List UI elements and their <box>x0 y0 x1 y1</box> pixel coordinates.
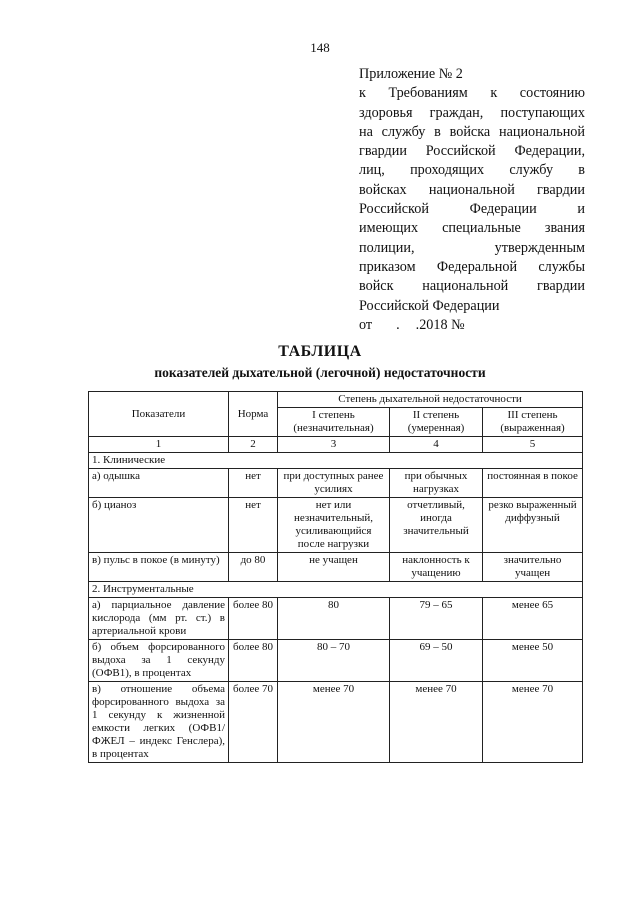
table-title: ТАБЛИЦА <box>278 343 362 360</box>
norm-cell: нет <box>229 469 278 498</box>
degree-1-cell: при доступных ранее усилиях <box>278 469 390 498</box>
indicator-cell: а) парциальное давление кислорода (мм рт. ст.) в артериальной крови <box>89 598 229 640</box>
appendix-line: Российской Федерации <box>359 297 500 314</box>
degree-1-cell: 80 – 70 <box>278 640 390 682</box>
degree-2-cell: отчетливый, иногда значительный <box>390 498 483 553</box>
appendix-line: имеющих специальные звания <box>359 220 585 237</box>
column-number: 3 <box>278 437 390 453</box>
degree-1-cell: 80 <box>278 598 390 640</box>
degree-2-cell: наклонность к учащению <box>390 553 483 582</box>
appendix-line: полиции, утвержденным <box>359 239 585 256</box>
norm-cell: более 70 <box>229 682 278 763</box>
column-number: 2 <box>229 437 278 453</box>
column-numbers-row <box>89 437 583 453</box>
header-indicators: Показатели <box>89 392 229 437</box>
section-row-instrumental <box>89 582 583 598</box>
degree-3-cell: менее 70 <box>483 682 583 763</box>
column-number: 1 <box>89 437 229 453</box>
table-row <box>89 682 583 763</box>
appendix-block <box>359 65 585 335</box>
degree-3-cell: менее 50 <box>483 640 583 682</box>
degree-2-cell: менее 70 <box>390 682 483 763</box>
degree-2-cell: 79 – 65 <box>390 598 483 640</box>
table-row <box>89 598 583 640</box>
appendix-line: здоровья граждан, поступающих <box>359 104 585 121</box>
degree-3-cell: резко выраженный диффузный <box>483 498 583 553</box>
degree-3-cell: значительно учащен <box>483 553 583 582</box>
indicator-cell: а) одышка <box>89 469 229 498</box>
date-dot: . <box>396 316 400 333</box>
degree-2-cell: при обычных нагрузках <box>390 469 483 498</box>
appendix-date-line <box>359 316 585 335</box>
appendix-line: приказом Федеральной службы <box>359 258 585 275</box>
appendix-line: Приложение № 2 <box>359 66 463 82</box>
table-header-row <box>89 392 583 408</box>
table-subtitle: показателей дыхательной (легочной) недостаточности <box>154 365 486 380</box>
norm-cell: более 80 <box>229 640 278 682</box>
norm-cell: более 80 <box>229 598 278 640</box>
appendix-line: войсках национальной гвардии <box>359 181 585 198</box>
indicator-cell: б) цианоз <box>89 498 229 553</box>
table-row <box>89 498 583 553</box>
section-title: 1. Клинические <box>89 453 583 469</box>
section-row-clinical <box>89 453 583 469</box>
appendix-line: гвардии Российской Федерации, <box>359 143 585 160</box>
column-number: 4 <box>390 437 483 453</box>
degree-2-cell: 69 – 50 <box>390 640 483 682</box>
appendix-line: Российской Федерации и <box>359 201 585 218</box>
respiratory-insufficiency-table <box>88 391 583 763</box>
norm-cell: нет <box>229 498 278 553</box>
section-title: 2. Инструментальные <box>89 582 583 598</box>
degree-1-cell: менее 70 <box>278 682 390 763</box>
appendix-line: к Требованиям к состоянию <box>359 85 585 102</box>
appendix-line: лиц, проходящих службу в <box>359 162 585 179</box>
header-degree-group: Степень дыхательной недостаточности <box>278 392 583 408</box>
table-row <box>89 553 583 582</box>
date-prefix: от <box>359 316 373 333</box>
indicator-cell: в) отношение объема форсированного выдоха за 1 секунду к жизненной емкости легких (ОФВ1/ФЖЕЛ – индекс Генслера), в процентах <box>89 682 229 763</box>
header-degree-2: II степень (умеренная) <box>390 408 483 437</box>
appendix-line: на службу в войска национальной <box>359 123 585 140</box>
indicator-cell: б) объем форсированного выдоха за 1 секунду (ОФВ1), в процентах <box>89 640 229 682</box>
degree-1-cell: не учащен <box>278 553 390 582</box>
degree-3-cell: постоянная в покое <box>483 469 583 498</box>
table-row <box>89 640 583 682</box>
norm-cell: до 80 <box>229 553 278 582</box>
table-row <box>89 469 583 498</box>
header-norm: Норма <box>229 392 278 437</box>
indicator-cell: в) пульс в покое (в минуту) <box>89 553 229 582</box>
degree-3-cell: менее 65 <box>483 598 583 640</box>
page-number: 148 <box>310 40 330 55</box>
date-year: .2018 № <box>415 316 465 333</box>
appendix-line: войск национальной гвардии <box>359 278 585 295</box>
column-number: 5 <box>483 437 583 453</box>
header-degree-1: I степень (незначительная) <box>278 408 390 437</box>
header-degree-3: III степень (выраженная) <box>483 408 583 437</box>
degree-1-cell: нет или незначительный, усиливающийся после нагрузки <box>278 498 390 553</box>
